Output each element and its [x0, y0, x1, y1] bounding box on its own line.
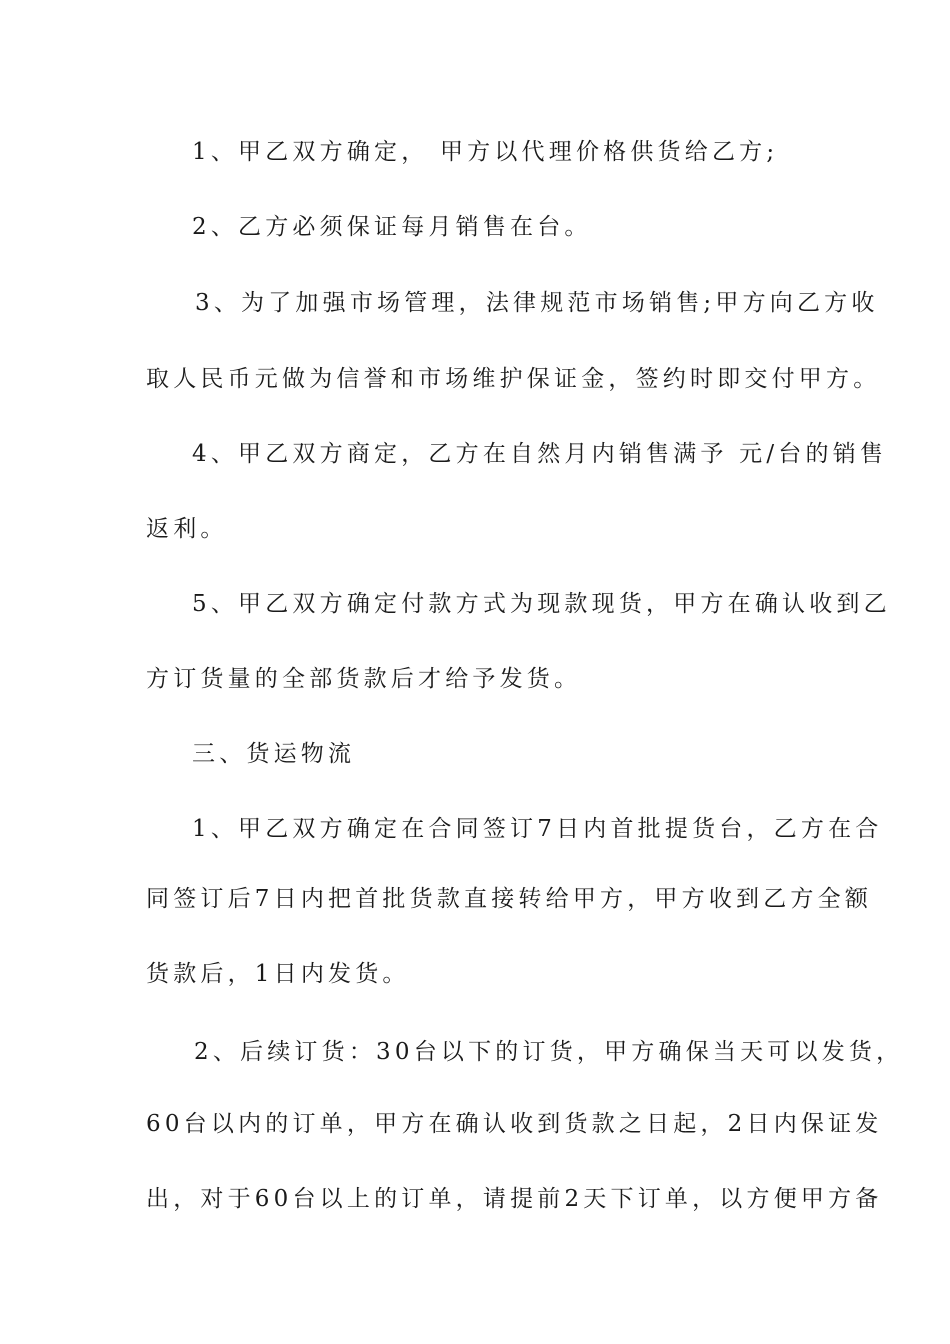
- logistics-clause-1-line-1: 1、甲乙双方确定在合同签订7日内首批提货台，乙方在合: [192, 816, 883, 842]
- logistics-clause-2-line-2: 60台以内的订单，甲方在确认收到货款之日起，2日内保证发: [146, 1111, 883, 1137]
- clause-3-deposit-line-2: 取人民币元做为信誉和市场维护保证金，签约时即交付甲方。: [146, 366, 881, 392]
- clause-3-deposit-line-1: 3、为了加强市场管理，法律规范市场销售;甲方向乙方收: [195, 290, 879, 316]
- logistics-clause-1-line-2: 同签订后7日内把首批货款直接转给甲方，甲方收到乙方全额: [146, 886, 873, 912]
- clause-4-rebate-line-2: 返利。: [146, 516, 228, 542]
- clause-2-monthly-sales: 2、乙方必须保证每月销售在台。: [192, 214, 592, 240]
- logistics-clause-2-line-3: 出，对于60台以上的订单，请提前2天下订单，以方便甲方备: [146, 1186, 883, 1212]
- logistics-clause-1-line-3: 货款后，1日内发货。: [146, 961, 410, 987]
- clause-5-payment-line-1: 5、甲乙双方确定付款方式为现款现货，甲方在确认收到乙: [192, 591, 891, 617]
- logistics-clause-2-line-1: 2、后续订货：30台以下的订货，甲方确保当天可以发货，: [194, 1039, 904, 1065]
- clause-1-supply-price: 1、甲乙双方确定， 甲方以代理价格供货给乙方;: [192, 139, 779, 165]
- section-heading-logistics: 三、货运物流: [192, 741, 356, 767]
- clause-4-rebate-line-1: 4、甲乙双方商定，乙方在自然月内销售满予 元/台的销售: [192, 441, 888, 467]
- clause-5-payment-line-2: 方订货量的全部货款后才给予发货。: [146, 666, 582, 692]
